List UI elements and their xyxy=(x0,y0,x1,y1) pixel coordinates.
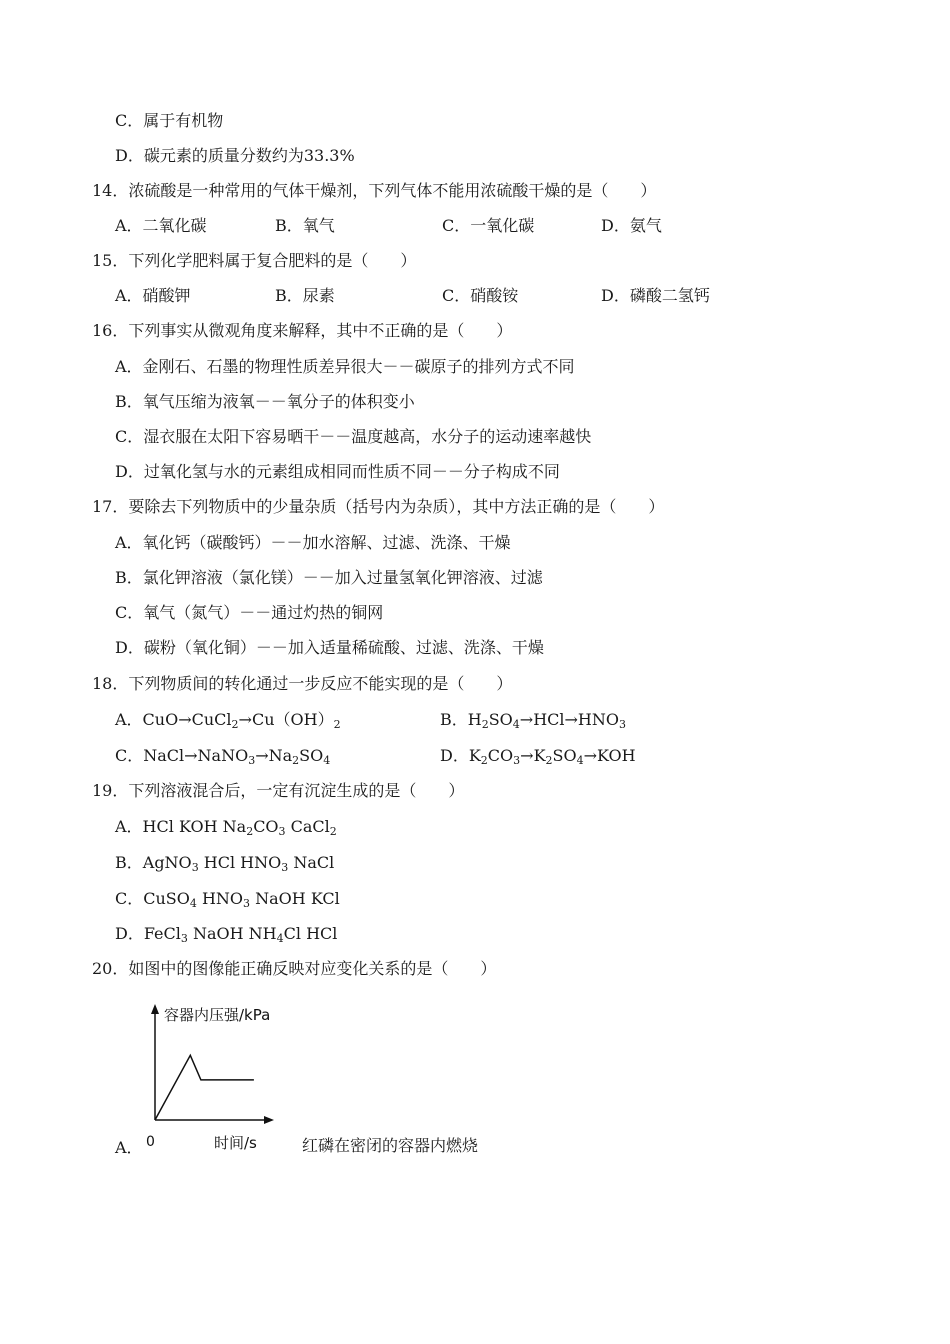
q16-option-b: B．氧气压缩为液氧－－氧分子的体积变小 xyxy=(115,392,415,411)
q15-option-a: A．硝酸钾 xyxy=(115,286,191,305)
q16-option-c: C．湿衣服在太阳下容易晒干－－温度越高，水分子的运动速率越快 xyxy=(115,427,592,446)
q17-option-d: D．碳粉（氧化铜）－－加入适量稀硫酸、过滤、洗涤、干燥 xyxy=(115,638,544,657)
x-axis-label: 时间/s xyxy=(214,1134,257,1152)
q20-stem: 20．如图中的图像能正确反映对应变化关系的是（ ） xyxy=(92,959,497,978)
q20-option-a-label: A． xyxy=(115,1138,143,1157)
y-axis-arrow-icon xyxy=(151,1004,159,1014)
q19-option-c: C．CuSO$_4$ $HNO_3$ NaOH KCl xyxy=(115,889,340,910)
q16-option-a: A．金刚石、石墨的物理性质差异很大－－碳原子的排列方式不同 xyxy=(115,357,575,376)
q20-option-a-caption: 红磷在密闭的容器内燃烧 xyxy=(302,1136,479,1155)
y-axis-label: 容器内压强/kPa xyxy=(164,1006,271,1024)
q14-option-a: A．二氧化碳 xyxy=(115,216,207,235)
q17-stem: 17．要除去下列物质中的少量杂质（括号内为杂质），其中方法正确的是（ ） xyxy=(92,497,665,516)
q18-option-b: B．$H_2SO_4\to HCl\to HNO_3$ xyxy=(440,710,626,731)
x-axis-arrow-icon xyxy=(264,1116,274,1124)
q15-option-b: B．尿素 xyxy=(275,286,335,305)
q17-option-c: C．氧气（氮气）－－通过灼热的铜网 xyxy=(115,603,384,622)
q19-option-a: A．HCl KOH $Na_2CO_3$ CaCl$_2$ xyxy=(115,817,337,838)
q13-option-c: C．属于有机物 xyxy=(115,111,224,130)
origin-label: 0 xyxy=(146,1134,155,1150)
q19-stem: 19．下列溶液混合后，一定有沉淀生成的是（ ） xyxy=(92,781,465,800)
q15-stem: 15．下列化学肥料属于复合肥料的是（ ） xyxy=(92,251,417,270)
q18-option-c: C．$NaCl\to NaNO_3\to Na_2SO_4$ xyxy=(115,746,331,767)
q19-option-b: B．AgNO$_3$ HCl $HNO_3$ NaCl xyxy=(115,853,335,874)
pressure-time-chart xyxy=(140,1000,300,1160)
q14-option-d: D．氨气 xyxy=(601,216,662,235)
q15-option-d: D．磷酸二氢钙 xyxy=(601,286,710,305)
q18-option-d: D．$K_2CO_3\to K_2SO_4\to KOH$ xyxy=(440,746,636,767)
q16-stem: 16．下列事实从微观角度来解释，其中不正确的是（ ） xyxy=(92,321,513,340)
q19-option-d: D．FeCl$_3$ NaOH $NH_4Cl$ HCl xyxy=(115,924,338,945)
q17-option-b: B．氯化钾溶液（氯化镁）－－加入过量氢氧化钾溶液、过滤 xyxy=(115,568,543,587)
pressure-series-line xyxy=(155,1055,254,1120)
q18-option-a: A．$CuO\to CuCl_2\to Cu(OH)_2$ xyxy=(115,710,341,731)
q14-stem: 14．浓硫酸是一种常用的气体干燥剂，下列气体不能用浓硫酸干燥的是（ ） xyxy=(92,181,657,200)
q13-option-d: D．碳元素的质量分数约为33.3% xyxy=(115,146,355,165)
q14-option-c: C．一氧化碳 xyxy=(442,216,535,235)
q15-option-c: C．硝酸铵 xyxy=(442,286,519,305)
q17-option-a: A．氧化钙（碳酸钙）－－加水溶解、过滤、洗涤、干燥 xyxy=(115,533,511,552)
q14-option-b: B．氧气 xyxy=(275,216,335,235)
q16-option-d: D．过氧化氢与水的元素组成相同而性质不同－－分子构成不同 xyxy=(115,462,560,481)
q18-stem: 18．下列物质间的转化通过一步反应不能实现的是（ ） xyxy=(92,674,513,693)
